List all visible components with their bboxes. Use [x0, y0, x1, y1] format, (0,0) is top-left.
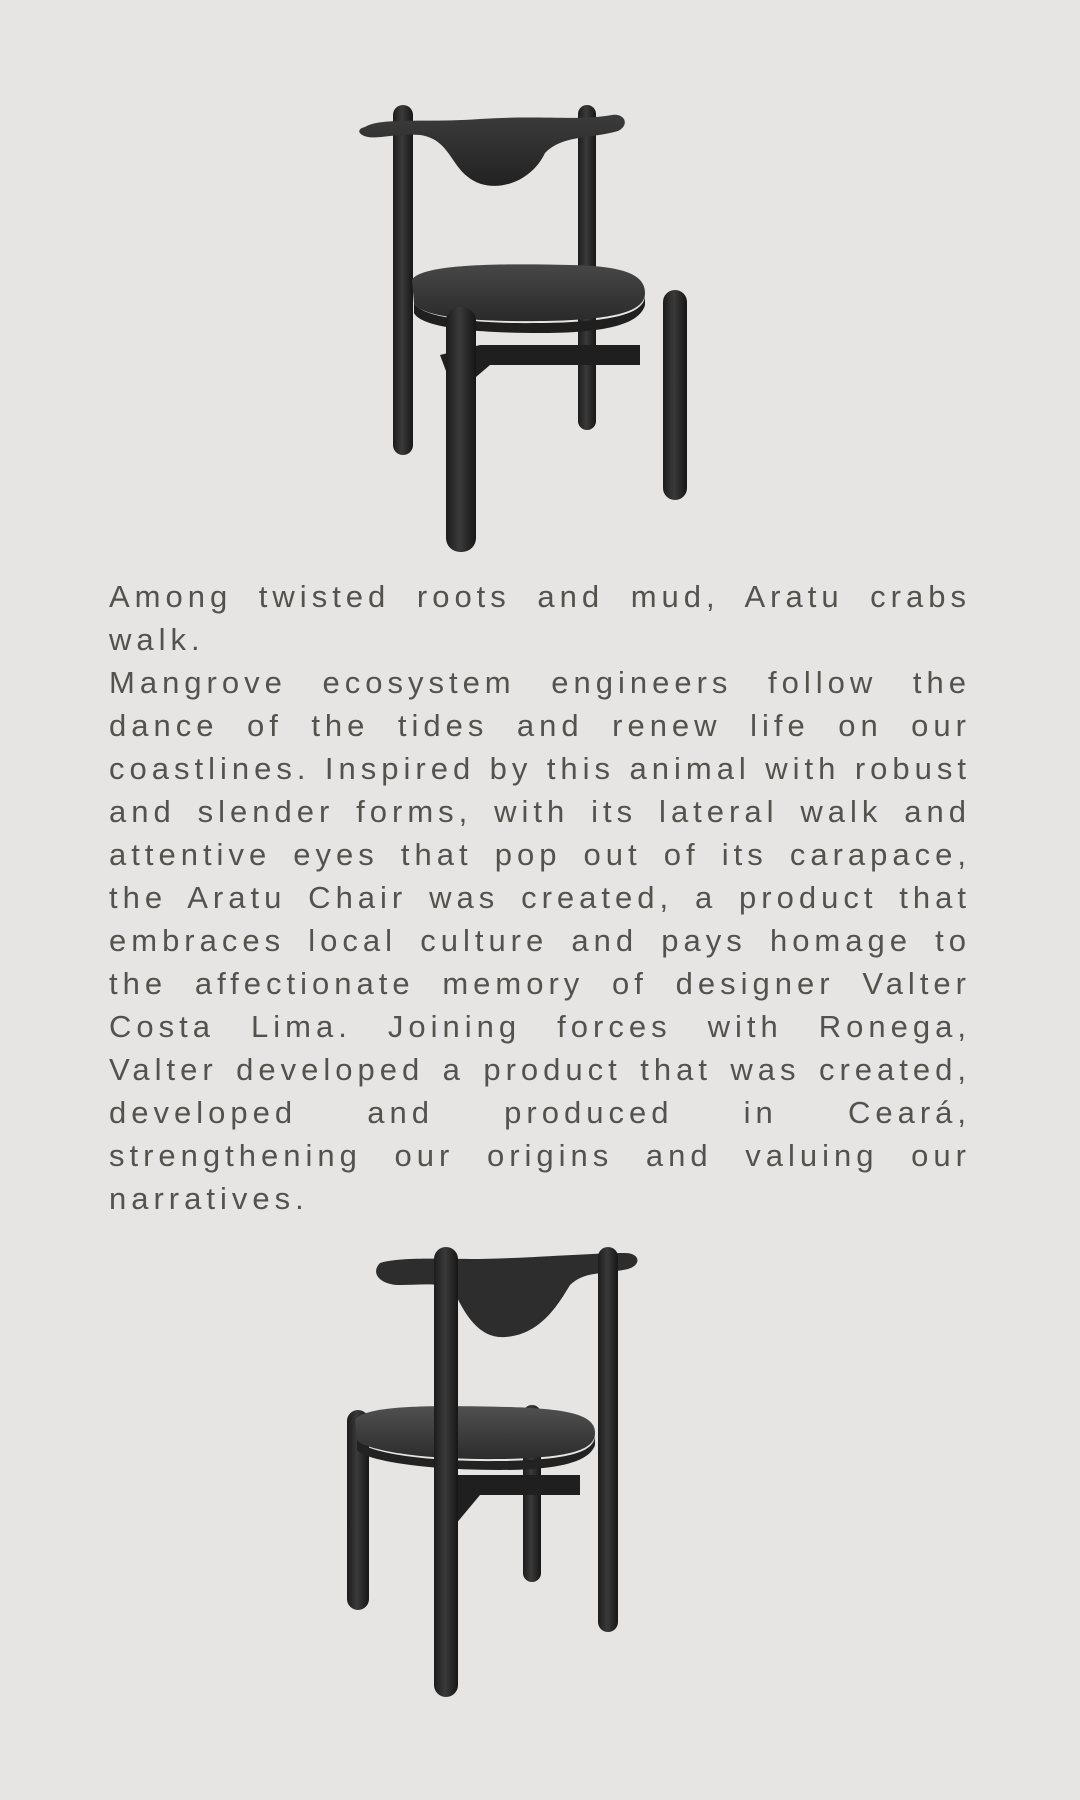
description-intro: Among twisted roots and mud, Aratu crabs walk. [109, 579, 971, 657]
product-description [109, 575, 971, 1220]
chair-image-front [340, 95, 720, 555]
chair-image-back [340, 1245, 720, 1700]
chair-icon [359, 105, 687, 552]
chair-icon [347, 1247, 637, 1697]
description-body: Mangrove ecosystem engineers follow the dance of the tides and renew life on our coastlines. Inspired by this animal with robust and slender forms, with its lateral walk and attentive eyes that pop out of its carapace, the Aratu Chair was created, a product that embraces local culture and pays homage to the affectionate memory of designer Valter Costa Lima. Joining forces with Ronega, Valter developed a product that was created, developed and produced in Ceará, strengthening our origins and valuing our narratives. [109, 665, 971, 1216]
